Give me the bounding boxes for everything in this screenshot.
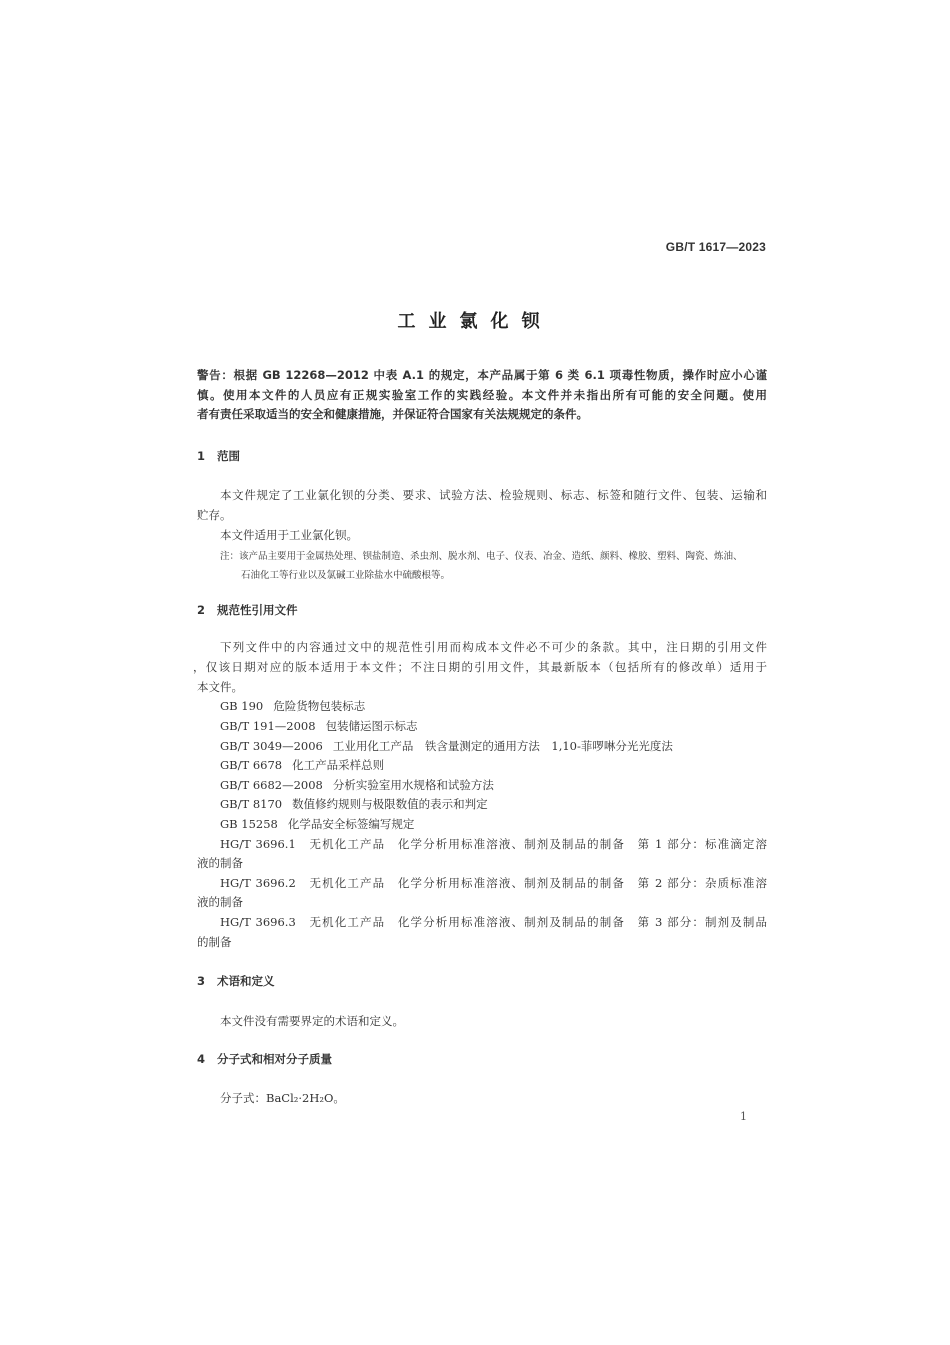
warning-line: 警告：根据 GB 12268—2012 中表 A.1 的规定，本产品属于第 6 类 6.1 项毒性物质，操作时应小心谨 xyxy=(197,368,767,382)
text-line: 本文件规定了工业氯化钡的分类、要求、试验方法、检验规则、标志、标签和随行文件、包装、运输和 xyxy=(220,488,767,502)
reference-title: 数值修约规则与极限数值的表示和判定 xyxy=(292,797,488,811)
reference-line: HG/T 3696.3 无机化工产品 化学分析用标准溶液、制剂及制品的制备 第 3 部分：制剂及制品 xyxy=(220,915,767,929)
section-4-heading xyxy=(197,1051,332,1067)
section-title: 分子式和相对分子质量 xyxy=(217,1052,332,1066)
reference-title: 化学品安全标签编写规定 xyxy=(287,817,415,831)
scope-paragraph xyxy=(220,487,767,503)
reference-code: GB/T 6678 xyxy=(220,758,283,772)
section-number: 4 xyxy=(197,1052,206,1066)
reference-item xyxy=(220,777,494,793)
section-1-heading xyxy=(197,448,240,464)
reference-line: 的制备 xyxy=(197,935,232,949)
section-title: 范围 xyxy=(217,449,240,463)
reference-code: GB 190 xyxy=(220,699,264,713)
reference-code: GB/T 3049—2006 xyxy=(220,739,323,753)
reference-item xyxy=(220,914,767,930)
section-number: 2 xyxy=(197,603,206,617)
formula-label: 分子式： xyxy=(220,1091,266,1105)
text-line: 本文件没有需要界定的术语和定义。 xyxy=(220,1014,404,1028)
section-3-heading xyxy=(197,973,275,989)
text-line-inner: ，仅该日期对应的版本适用于本文件；不注日期的引用文件，其最新版本（包括所有的修改单）适用于 xyxy=(193,660,767,674)
reference-title: 包装储运图示标志 xyxy=(325,719,418,733)
reference-line: 液的制备 xyxy=(197,856,243,870)
page-number: 1 xyxy=(740,1110,747,1123)
reference-line: HG/T 3696.2 无机化工产品 化学分析用标准溶液、制剂及制品的制备 第 2 部分：杂质标准溶 xyxy=(220,876,767,890)
reference-item xyxy=(220,698,365,714)
text-line: 本文件适用于工业氯化钡。 xyxy=(220,528,358,542)
warning-line: 慎。使用本文件的人员应有正规实验室工作的实践经验。本文件并未指出所有可能的安全问题。使用 xyxy=(197,387,767,402)
reference-title: 分析实验室用水规格和试验方法 xyxy=(332,778,494,792)
text-line: 本文件。 xyxy=(197,680,243,694)
reference-item xyxy=(220,875,767,891)
reference-line: HG/T 3696.1 无机化工产品 化学分析用标准溶液、制剂及制品的制备 第 1 部分：标准滴定溶 xyxy=(220,837,767,851)
text-line xyxy=(193,659,767,675)
text-line xyxy=(220,639,767,655)
text-line-inner: 下列文件中的内容通过文中的规范性引用而构成本文件必不可少的条款。其中，注日期的引用文件 xyxy=(220,640,767,654)
reference-code: GB/T 8170 xyxy=(220,797,283,811)
formula-line xyxy=(220,1090,345,1106)
section-title: 规范性引用文件 xyxy=(217,603,298,617)
section-2-heading xyxy=(197,602,298,618)
text-line: 贮存。 xyxy=(197,508,232,522)
reference-item xyxy=(220,718,418,734)
section-number: 1 xyxy=(197,449,206,463)
document-title: 工业氯化钡 xyxy=(397,311,553,332)
reference-title: 化工产品采样总则 xyxy=(292,758,385,772)
section-number: 3 xyxy=(197,974,206,988)
reference-line: 液的制备 xyxy=(197,895,243,909)
reference-code: GB/T 191—2008 xyxy=(220,719,316,733)
reference-item xyxy=(220,796,488,812)
reference-code: GB/T 6682—2008 xyxy=(220,778,323,792)
reference-item xyxy=(220,738,673,754)
reference-item xyxy=(220,816,414,832)
reference-title: 工业用化工产品 铁含量测定的通用方法 1,10-菲啰啉分光光度法 xyxy=(332,739,673,753)
note-line: 注：该产品主要用于金属热处理、钡盐制造、杀虫剂、脱水剂、电子、仪表、冶金、造纸、颜料、橡胶、塑料、陶瓷、炼油、 xyxy=(220,551,743,562)
warning-block xyxy=(197,366,767,425)
reference-item xyxy=(220,836,767,852)
warning-line: 者有责任采取适当的安全和健康措施，并保证符合国家有关法规规定的条件。 xyxy=(197,407,588,421)
formula-value: BaCl₂·2H₂O。 xyxy=(266,1091,345,1105)
section-title: 术语和定义 xyxy=(217,974,275,988)
reference-title: 危险货物包装标志 xyxy=(273,699,366,713)
reference-item xyxy=(220,757,384,773)
reference-code: GB 15258 xyxy=(220,817,278,831)
note-line: 石油化工等行业以及氯碱工业除盐水中硫酸根等。 xyxy=(241,570,451,581)
standard-code: GB/T 1617—2023 xyxy=(665,240,766,254)
